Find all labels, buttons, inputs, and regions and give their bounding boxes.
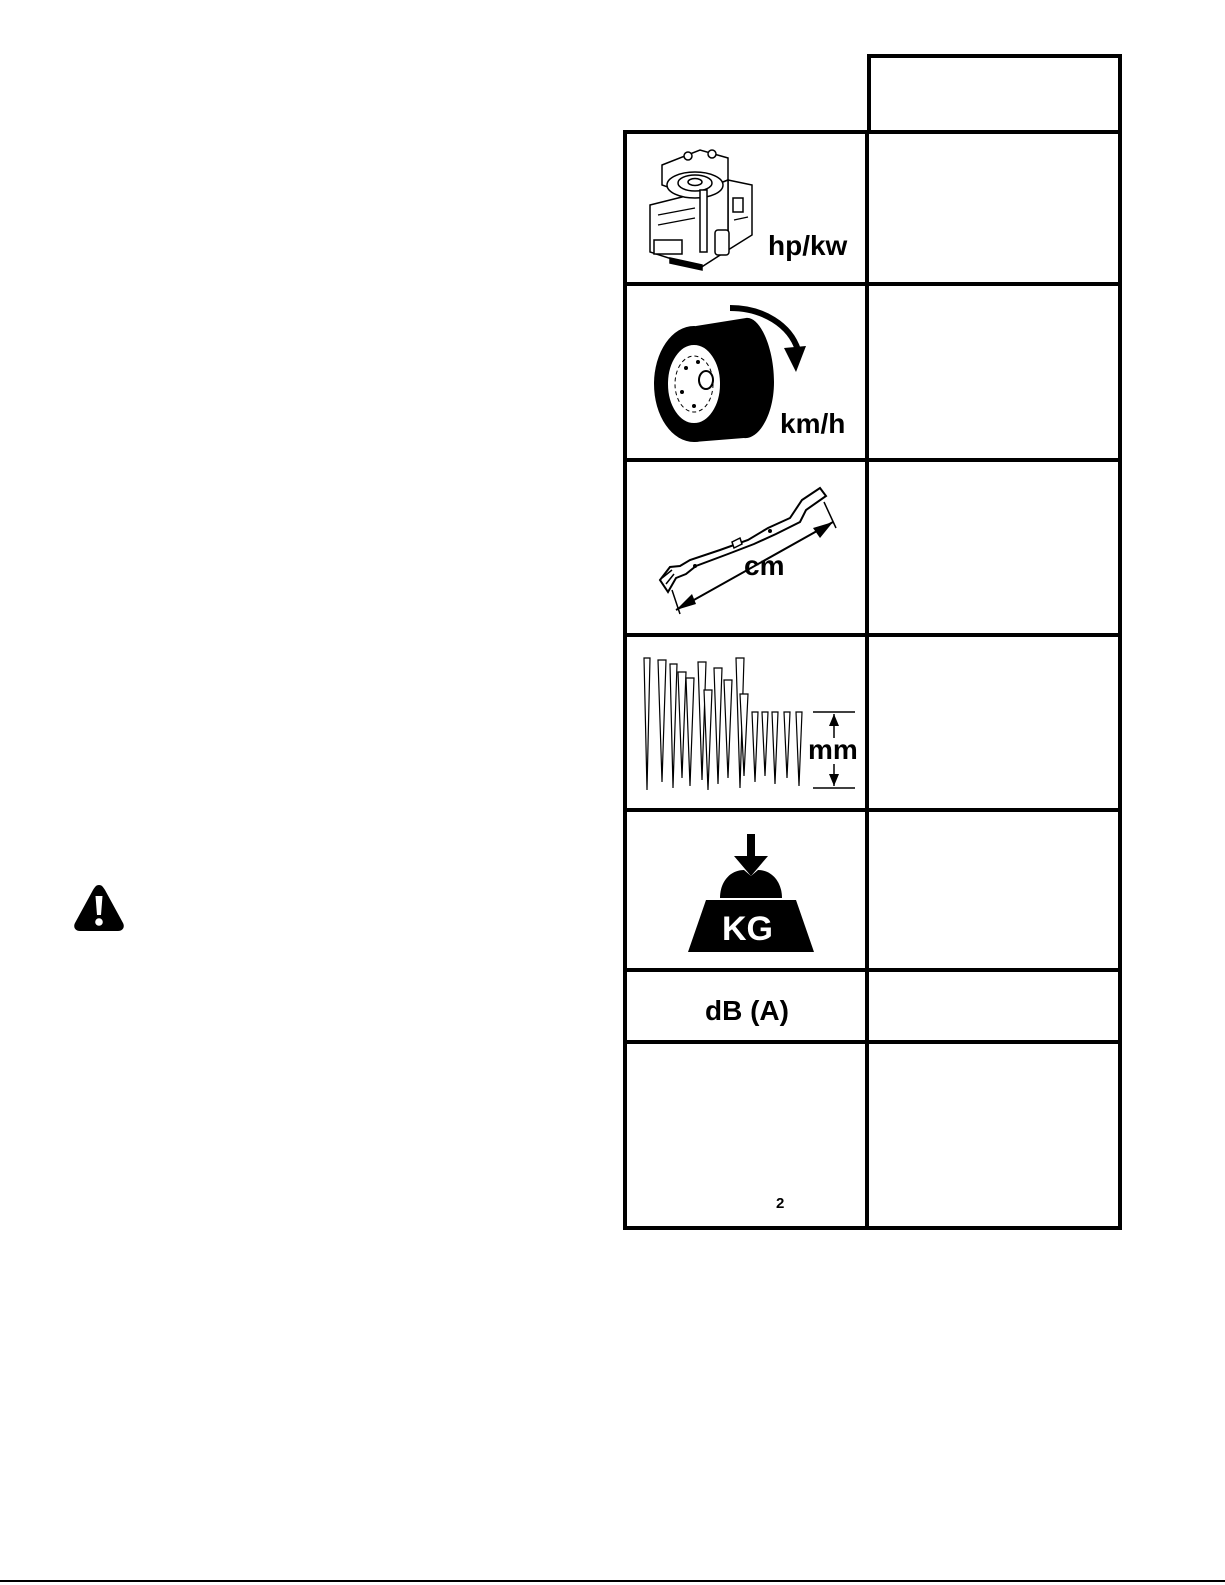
row-divider <box>623 282 1122 286</box>
row-divider <box>623 808 1122 812</box>
row-divider <box>623 633 1122 637</box>
unit-label: cm <box>744 550 785 581</box>
unit-label: dB (A) <box>705 995 789 1026</box>
weight-unit-label: KG <box>722 910 773 948</box>
page-bottom-rule <box>0 1580 1225 1582</box>
engine-icon <box>640 140 760 275</box>
row-divider <box>623 968 1122 972</box>
unit-label: mm <box>808 734 858 765</box>
warning-triangle-icon <box>72 882 126 934</box>
footnote-marker: 2 <box>776 1195 785 1212</box>
unit-label: hp/kw <box>768 230 848 261</box>
spec-header-cell <box>867 54 1122 134</box>
column-divider <box>865 130 869 1230</box>
unit-label: km/h <box>780 408 846 439</box>
grass-height-icon <box>640 650 862 795</box>
row-divider <box>623 458 1122 462</box>
row-divider <box>623 1040 1122 1044</box>
